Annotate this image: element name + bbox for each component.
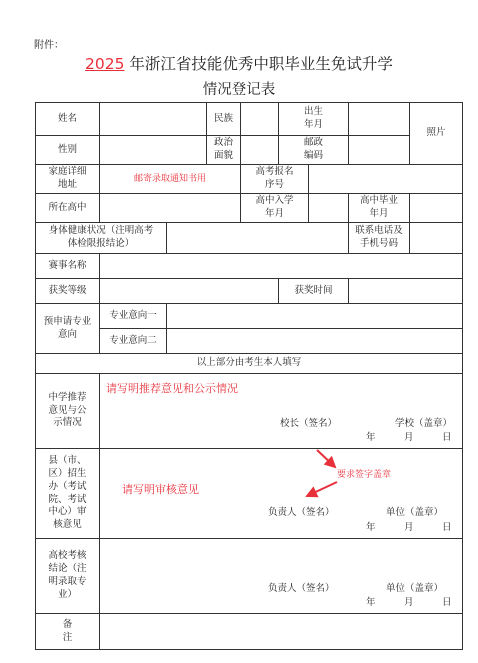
exam-number-field[interactable] bbox=[309, 165, 463, 194]
entry-date-label: 高中入学 年月 bbox=[241, 194, 309, 223]
title-year: 2025 bbox=[85, 55, 125, 73]
phone-label: 联系电话及 手机号码 bbox=[349, 223, 410, 254]
major-intent-label: 预申请专业 意向 bbox=[36, 304, 100, 354]
address-label: 家庭详细 地址 bbox=[36, 165, 100, 194]
principal-sign: 校长（签名） bbox=[280, 418, 338, 429]
ethnicity-field[interactable] bbox=[241, 103, 279, 136]
school-label: 所在高中 bbox=[36, 194, 100, 223]
seal-note: 要求签字盖章 bbox=[337, 470, 392, 480]
county-officer-sign: 负责人（签名） bbox=[268, 507, 335, 518]
remark-label: 备 注 bbox=[36, 614, 100, 650]
title-text: 年浙江省技能优秀中职毕业生免试升学 bbox=[124, 55, 393, 73]
ethnicity-label: 民族 bbox=[207, 103, 241, 136]
name-label: 姓名 bbox=[36, 103, 100, 136]
address-field[interactable] bbox=[100, 165, 241, 194]
event-field[interactable] bbox=[100, 254, 463, 279]
college-unit-seal: 单位（盖章） bbox=[386, 583, 444, 594]
review-note: 请写明审核意见 bbox=[122, 483, 199, 496]
name-field[interactable] bbox=[100, 103, 207, 136]
photo-box: 照片 bbox=[410, 103, 463, 165]
gender-label: 性别 bbox=[36, 136, 100, 165]
grad-date-label: 高中毕业 年月 bbox=[349, 194, 410, 223]
school-seal: 学校（盖章） bbox=[395, 418, 453, 429]
exam-number-label: 高考报名 序号 bbox=[241, 165, 309, 194]
mail-note: 邮寄录取通知书用 bbox=[133, 173, 206, 184]
politics-field[interactable] bbox=[241, 136, 279, 165]
event-label: 赛事名称 bbox=[36, 254, 100, 279]
major1-label: 专业意向一 bbox=[100, 304, 167, 329]
politics-label: 政治 面貌 bbox=[207, 136, 241, 165]
form-title bbox=[0, 52, 478, 74]
health-label: 身体健康状况（注明高考 体检限报结论） bbox=[36, 223, 167, 254]
form-subtitle: 情况登记表 bbox=[202, 82, 276, 98]
recommend-note: 请写明推荐意见和公示情况 bbox=[106, 382, 238, 395]
school-date: 年 月 日 bbox=[366, 432, 452, 443]
remark-field[interactable] bbox=[100, 614, 463, 650]
award-field[interactable] bbox=[100, 279, 279, 304]
major2-field[interactable] bbox=[167, 329, 463, 354]
postcode-label: 邮政 编码 bbox=[279, 136, 349, 165]
gender-field[interactable] bbox=[100, 136, 207, 165]
school-field[interactable] bbox=[100, 194, 241, 223]
health-field[interactable] bbox=[167, 223, 349, 254]
attachment-label: 附件： bbox=[34, 40, 64, 51]
college-result-label: 高校考核 结论（注 明录取专 业） bbox=[36, 539, 100, 614]
college-result-field[interactable] bbox=[100, 539, 463, 614]
award-label: 获奖等级 bbox=[36, 279, 100, 304]
section-divider: 以上部分由考生本人填写 bbox=[36, 354, 463, 374]
registration-form bbox=[35, 102, 463, 650]
major1-field[interactable] bbox=[167, 304, 463, 329]
major2-label: 专业意向二 bbox=[100, 329, 167, 354]
college-date: 年 月 日 bbox=[366, 597, 452, 608]
postcode-field[interactable] bbox=[349, 136, 410, 165]
birth-label: 出生 年月 bbox=[279, 103, 349, 136]
school-recommend-field[interactable] bbox=[100, 374, 463, 449]
county-date: 年 月 日 bbox=[366, 522, 452, 533]
grad-date-field[interactable] bbox=[410, 194, 463, 223]
entry-date-field[interactable] bbox=[309, 194, 349, 223]
award-time-field[interactable] bbox=[349, 279, 463, 304]
school-recommend-label: 中学推荐 意见与公 示情况 bbox=[36, 374, 100, 449]
county-review-field[interactable] bbox=[100, 449, 463, 539]
award-time-label: 获奖时间 bbox=[279, 279, 349, 304]
county-unit-seal: 单位（盖章） bbox=[386, 507, 444, 518]
college-officer-sign: 负责人（签名） bbox=[268, 583, 335, 594]
phone-field[interactable] bbox=[410, 223, 463, 254]
birth-field[interactable] bbox=[349, 103, 410, 136]
county-review-label: 县（市、 区）招生 办（考试 院、考试 中心）审 核意见 bbox=[36, 449, 100, 539]
